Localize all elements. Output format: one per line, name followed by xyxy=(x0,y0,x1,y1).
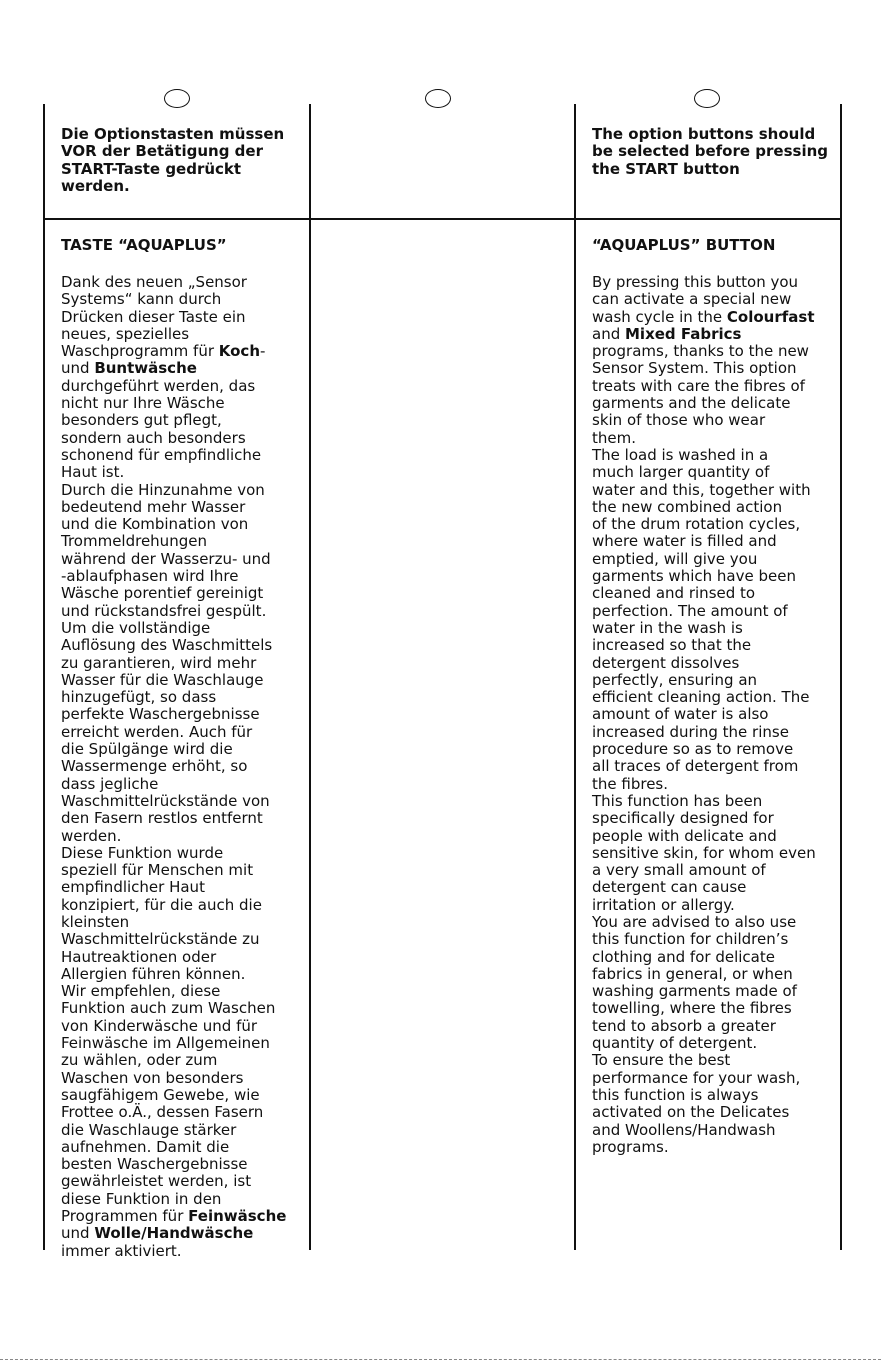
text-run: detergent dissolves xyxy=(592,653,740,672)
body-line xyxy=(61,395,286,412)
text-run: empfindlicher Haut xyxy=(61,878,205,897)
text-run: Waschprogramm für xyxy=(61,342,219,361)
note-line: the START button xyxy=(592,159,740,178)
german-option-note xyxy=(61,126,284,195)
text-run: durchgeführt werden, das xyxy=(61,376,256,395)
body-line xyxy=(592,1035,816,1052)
body-line xyxy=(61,1052,286,1069)
body-line xyxy=(61,914,286,931)
text-run: Dank des neuen „Sensor xyxy=(61,273,247,291)
body-line xyxy=(592,1018,816,1035)
text-run: treats with care the fibres of xyxy=(592,376,805,395)
body-line xyxy=(61,291,286,308)
bold-term: Colourfast xyxy=(726,307,815,326)
body-line xyxy=(61,1208,286,1225)
text-run: Funktion auch zum Waschen xyxy=(61,999,276,1018)
text-run: amount of water is also xyxy=(592,705,769,724)
body-line xyxy=(61,603,286,620)
body-line xyxy=(592,672,816,689)
body-line xyxy=(61,706,286,723)
column-divider-left xyxy=(43,104,45,1250)
text-run: Waschen von besonders xyxy=(61,1068,244,1087)
body-line xyxy=(592,793,816,810)
body-line xyxy=(61,793,286,810)
text-run: die Waschlauge stärker xyxy=(61,1120,237,1139)
body-line xyxy=(61,1122,286,1139)
body-line xyxy=(592,378,816,395)
body-line xyxy=(592,1139,816,1156)
english-section-heading: “AQUAPLUS” BUTTON xyxy=(592,236,776,254)
body-line xyxy=(61,776,286,793)
note-line: werden. xyxy=(61,176,130,195)
text-run: can activate a special new xyxy=(592,290,792,309)
body-line xyxy=(592,291,816,308)
text-run: garments and the delicate xyxy=(592,394,791,413)
text-run: procedure so as to remove xyxy=(592,740,794,759)
text-run: und xyxy=(61,1224,95,1243)
text-run: and Woollens/Handwash xyxy=(592,1120,776,1139)
body-line xyxy=(592,447,816,464)
body-line xyxy=(61,741,286,758)
body-line xyxy=(592,758,816,775)
page-cut-line xyxy=(0,1359,881,1360)
body-line xyxy=(592,828,816,845)
text-run: Feinwäsche im Allgemeinen xyxy=(61,1034,270,1053)
body-line xyxy=(61,620,286,637)
body-line xyxy=(592,395,816,412)
text-run: sondern auch besonders xyxy=(61,428,246,447)
text-run: Wasser für die Waschlauge xyxy=(61,670,264,689)
body-line xyxy=(592,1000,816,1017)
text-run: kleinsten xyxy=(61,912,130,931)
text-run: people with delicate and xyxy=(592,826,777,845)
body-line xyxy=(592,845,816,862)
text-run: aufnehmen. Damit die xyxy=(61,1137,230,1156)
body-line xyxy=(592,655,816,672)
body-line xyxy=(61,689,286,706)
text-run: Diese Funktion wurde xyxy=(61,843,224,862)
bold-term: Feinwäsche xyxy=(188,1207,287,1226)
body-line xyxy=(592,568,816,585)
text-run: und rückstandsfrei gespült. xyxy=(61,601,267,620)
text-run: perfekte Waschergebnisse xyxy=(61,705,260,724)
body-line xyxy=(592,741,816,758)
text-run: garments which have been xyxy=(592,567,796,586)
text-run: Programmen für xyxy=(61,1207,189,1226)
language-marker-middle-icon xyxy=(425,89,451,108)
text-run: besonders gut pflegt, xyxy=(61,411,222,430)
text-run: and xyxy=(592,324,625,343)
text-run: die Spülgänge wird die xyxy=(61,740,233,759)
body-line xyxy=(61,983,286,1000)
language-marker-german-icon xyxy=(164,89,190,108)
text-run: this function is always xyxy=(592,1085,759,1104)
text-run: activated on the Delicates xyxy=(592,1103,790,1122)
text-run: Wir empfehlen, diese xyxy=(61,982,221,1001)
text-run: cleaned and rinsed to xyxy=(592,584,756,603)
body-line xyxy=(61,447,286,464)
body-line xyxy=(592,724,816,741)
body-line xyxy=(592,464,816,481)
body-line xyxy=(592,966,816,983)
body-line xyxy=(592,776,816,793)
english-body-text xyxy=(592,274,816,1156)
body-line xyxy=(592,914,816,931)
german-body-text xyxy=(61,274,286,1260)
note-line: VOR der Betätigung der xyxy=(61,142,263,161)
text-run: fabrics in general, or when xyxy=(592,964,793,983)
body-line xyxy=(592,1070,816,1087)
body-line xyxy=(61,1156,286,1173)
text-run: tend to absorb a greater xyxy=(592,1016,776,1035)
body-line xyxy=(61,758,286,775)
body-line xyxy=(592,360,816,377)
text-run: towelling, where the fibres xyxy=(592,999,792,1018)
body-line xyxy=(592,326,816,343)
body-line xyxy=(592,706,816,723)
body-line xyxy=(592,879,816,896)
body-line xyxy=(61,568,286,585)
text-run: von Kinderwäsche und für xyxy=(61,1016,258,1035)
text-run: quantity of detergent. xyxy=(592,1034,758,1053)
language-marker-english-icon xyxy=(694,89,720,108)
body-line xyxy=(592,1104,816,1121)
text-run: much larger quantity of xyxy=(592,463,770,482)
text-run: the fibres. xyxy=(592,774,669,793)
body-line xyxy=(61,862,286,879)
text-run: dass jegliche xyxy=(61,774,159,793)
text-run: Auflösung des Waschmittels xyxy=(61,636,273,655)
body-line xyxy=(592,1052,816,1069)
body-line xyxy=(592,516,816,533)
body-line xyxy=(61,499,286,516)
body-line xyxy=(61,464,286,481)
text-run: wash cycle in the xyxy=(592,307,727,326)
text-run: irritation or allergy. xyxy=(592,895,735,914)
body-line xyxy=(61,1018,286,1035)
body-line xyxy=(61,1139,286,1156)
text-run: a very small amount of xyxy=(592,861,766,880)
text-run: Trommeldrehungen xyxy=(61,532,207,551)
body-line xyxy=(592,862,816,879)
body-line xyxy=(592,585,816,602)
body-line xyxy=(61,949,286,966)
bold-term: Mixed Fabrics xyxy=(625,324,742,343)
text-run: specifically designed for xyxy=(592,809,774,828)
body-line xyxy=(61,1173,286,1190)
body-line xyxy=(592,430,816,447)
text-run: water and this, together with xyxy=(592,480,811,499)
text-run: Sensor System. This option xyxy=(592,359,797,378)
body-line xyxy=(592,412,816,429)
text-run: increased during the rinse xyxy=(592,722,789,741)
body-line xyxy=(592,309,816,326)
text-run: skin of those who wear xyxy=(592,411,766,430)
text-run: saugfähigem Gewebe, wie xyxy=(61,1085,260,1104)
note-line: Die Optionstasten müssen xyxy=(61,125,285,143)
text-run: this function for children’s xyxy=(592,930,789,949)
text-run: water in the wash is xyxy=(592,618,743,637)
text-run: besten Waschergebnisse xyxy=(61,1155,248,1174)
text-run: Systems“ kann durch xyxy=(61,290,222,309)
text-run: konzipiert, für die auch die xyxy=(61,895,262,914)
text-run: Waschmittelrückstände von xyxy=(61,791,270,810)
body-line xyxy=(61,672,286,689)
text-run: Frottee o.Ä., dessen Fasern xyxy=(61,1103,264,1122)
text-run: und xyxy=(61,359,95,378)
text-run: gewährleistet werden, ist xyxy=(61,1172,252,1191)
body-line xyxy=(592,620,816,637)
text-run: all traces of detergent from xyxy=(592,757,799,776)
body-line xyxy=(592,897,816,914)
body-line xyxy=(61,931,286,948)
body-line xyxy=(61,482,286,499)
text-run: werden. xyxy=(61,826,122,845)
text-run: Drücken dieser Taste ein xyxy=(61,307,246,326)
body-line xyxy=(61,378,286,395)
header-separator xyxy=(43,218,842,220)
body-line xyxy=(61,1035,286,1052)
note-line: START-Taste gedrückt xyxy=(61,159,242,178)
text-run: To ensure the best xyxy=(592,1051,731,1070)
text-run: den Fasern restlos entfernt xyxy=(61,809,263,828)
body-line xyxy=(592,1122,816,1139)
body-line xyxy=(592,603,816,620)
body-line xyxy=(61,309,286,326)
text-run: Durch die Hinzunahme von xyxy=(61,480,265,499)
text-run: nicht nur Ihre Wäsche xyxy=(61,394,225,413)
text-run: erreicht werden. Auch für xyxy=(61,722,253,741)
body-line xyxy=(592,343,816,360)
body-line xyxy=(592,482,816,499)
text-run: performance for your wash, xyxy=(592,1068,801,1087)
body-line xyxy=(61,551,286,568)
body-line xyxy=(61,1087,286,1104)
text-run: Waschmittelrückstände zu xyxy=(61,930,260,949)
body-line xyxy=(61,274,286,291)
body-line xyxy=(61,1243,286,1260)
text-run: programs, thanks to the new xyxy=(592,342,809,361)
text-run: By pressing this button you xyxy=(592,273,799,291)
column-divider-middle-right xyxy=(574,104,576,1250)
english-option-note xyxy=(592,126,828,178)
text-run: washing garments made of xyxy=(592,982,797,1001)
german-section-heading: TASTE “AQUAPLUS” xyxy=(61,236,227,254)
text-run: speziell für Menschen mit xyxy=(61,861,254,880)
body-line xyxy=(61,845,286,862)
text-run: This function has been xyxy=(592,791,763,810)
body-line xyxy=(592,533,816,550)
text-run: zu garantieren, wird mehr xyxy=(61,653,257,672)
text-run: bedeutend mehr Wasser xyxy=(61,497,246,516)
bold-term: Buntwäsche xyxy=(94,359,197,378)
body-line xyxy=(61,1070,286,1087)
body-line xyxy=(61,1225,286,1242)
column-divider-middle-left xyxy=(309,104,311,1250)
body-line xyxy=(61,533,286,550)
text-run: schonend für empfindliche xyxy=(61,445,262,464)
text-run: diese Funktion in den xyxy=(61,1189,222,1208)
body-line xyxy=(61,637,286,654)
text-run: Um die vollständige xyxy=(61,618,211,637)
text-run: emptied, will give you xyxy=(592,549,758,568)
body-line xyxy=(592,810,816,827)
body-line xyxy=(592,637,816,654)
body-line xyxy=(61,655,286,672)
text-run: where water is filled and xyxy=(592,532,777,551)
note-line: The option buttons should xyxy=(592,125,816,143)
body-line xyxy=(61,412,286,429)
body-line xyxy=(61,879,286,896)
body-line xyxy=(61,1191,286,1208)
text-run: neues, spezielles xyxy=(61,324,190,343)
body-line xyxy=(61,966,286,983)
body-line xyxy=(61,724,286,741)
text-run: Wäsche porentief gereinigt xyxy=(61,584,264,603)
body-line xyxy=(61,516,286,533)
body-line xyxy=(61,326,286,343)
body-line xyxy=(61,360,286,377)
body-line xyxy=(61,430,286,447)
text-run: Haut ist. xyxy=(61,463,125,482)
body-line xyxy=(61,828,286,845)
text-run: increased so that the xyxy=(592,636,752,655)
text-run: them. xyxy=(592,428,636,447)
body-line xyxy=(61,1000,286,1017)
text-run: und die Kombination von xyxy=(61,515,249,534)
text-run: -ablaufphasen wird Ihre xyxy=(61,567,239,586)
text-run: You are advised to also use xyxy=(592,912,797,931)
body-line xyxy=(61,897,286,914)
text-run: sensitive skin, for whom even xyxy=(592,843,816,862)
text-run: The load is washed in a xyxy=(592,445,769,464)
text-run: the new combined action xyxy=(592,497,783,516)
text-run: of the drum rotation cycles, xyxy=(592,515,801,534)
text-run: zu wählen, oder zum xyxy=(61,1051,218,1070)
body-line xyxy=(592,1087,816,1104)
text-run: Hautreaktionen oder xyxy=(61,947,217,966)
body-line xyxy=(61,585,286,602)
text-run: während der Wasserzu- und xyxy=(61,549,271,568)
text-run: perfectly, ensuring an xyxy=(592,670,758,689)
body-line xyxy=(592,931,816,948)
body-line xyxy=(592,983,816,1000)
body-line xyxy=(592,499,816,516)
body-line xyxy=(592,274,816,291)
text-run: hinzugefügt, so dass xyxy=(61,688,217,707)
text-run: efficient cleaning action. The xyxy=(592,688,810,707)
text-run: detergent can cause xyxy=(592,878,747,897)
text-run: clothing and for delicate xyxy=(592,947,775,966)
body-line xyxy=(61,343,286,360)
column-divider-right xyxy=(840,104,842,1250)
bold-term: Koch xyxy=(218,342,261,361)
text-run: perfection. The amount of xyxy=(592,601,788,620)
body-line xyxy=(592,949,816,966)
text-run: immer aktiviert. xyxy=(61,1241,182,1260)
note-line: be selected before pressing xyxy=(592,142,829,161)
body-line xyxy=(61,1104,286,1121)
text-run: programs. xyxy=(592,1137,669,1156)
body-line xyxy=(61,810,286,827)
text-run: Allergien führen können. xyxy=(61,964,246,983)
bold-term: Wolle/Handwäsche xyxy=(94,1224,254,1243)
text-run: - xyxy=(260,342,266,361)
body-line xyxy=(592,551,816,568)
text-run: Wassermenge erhöht, so xyxy=(61,757,248,776)
body-line xyxy=(592,689,816,706)
